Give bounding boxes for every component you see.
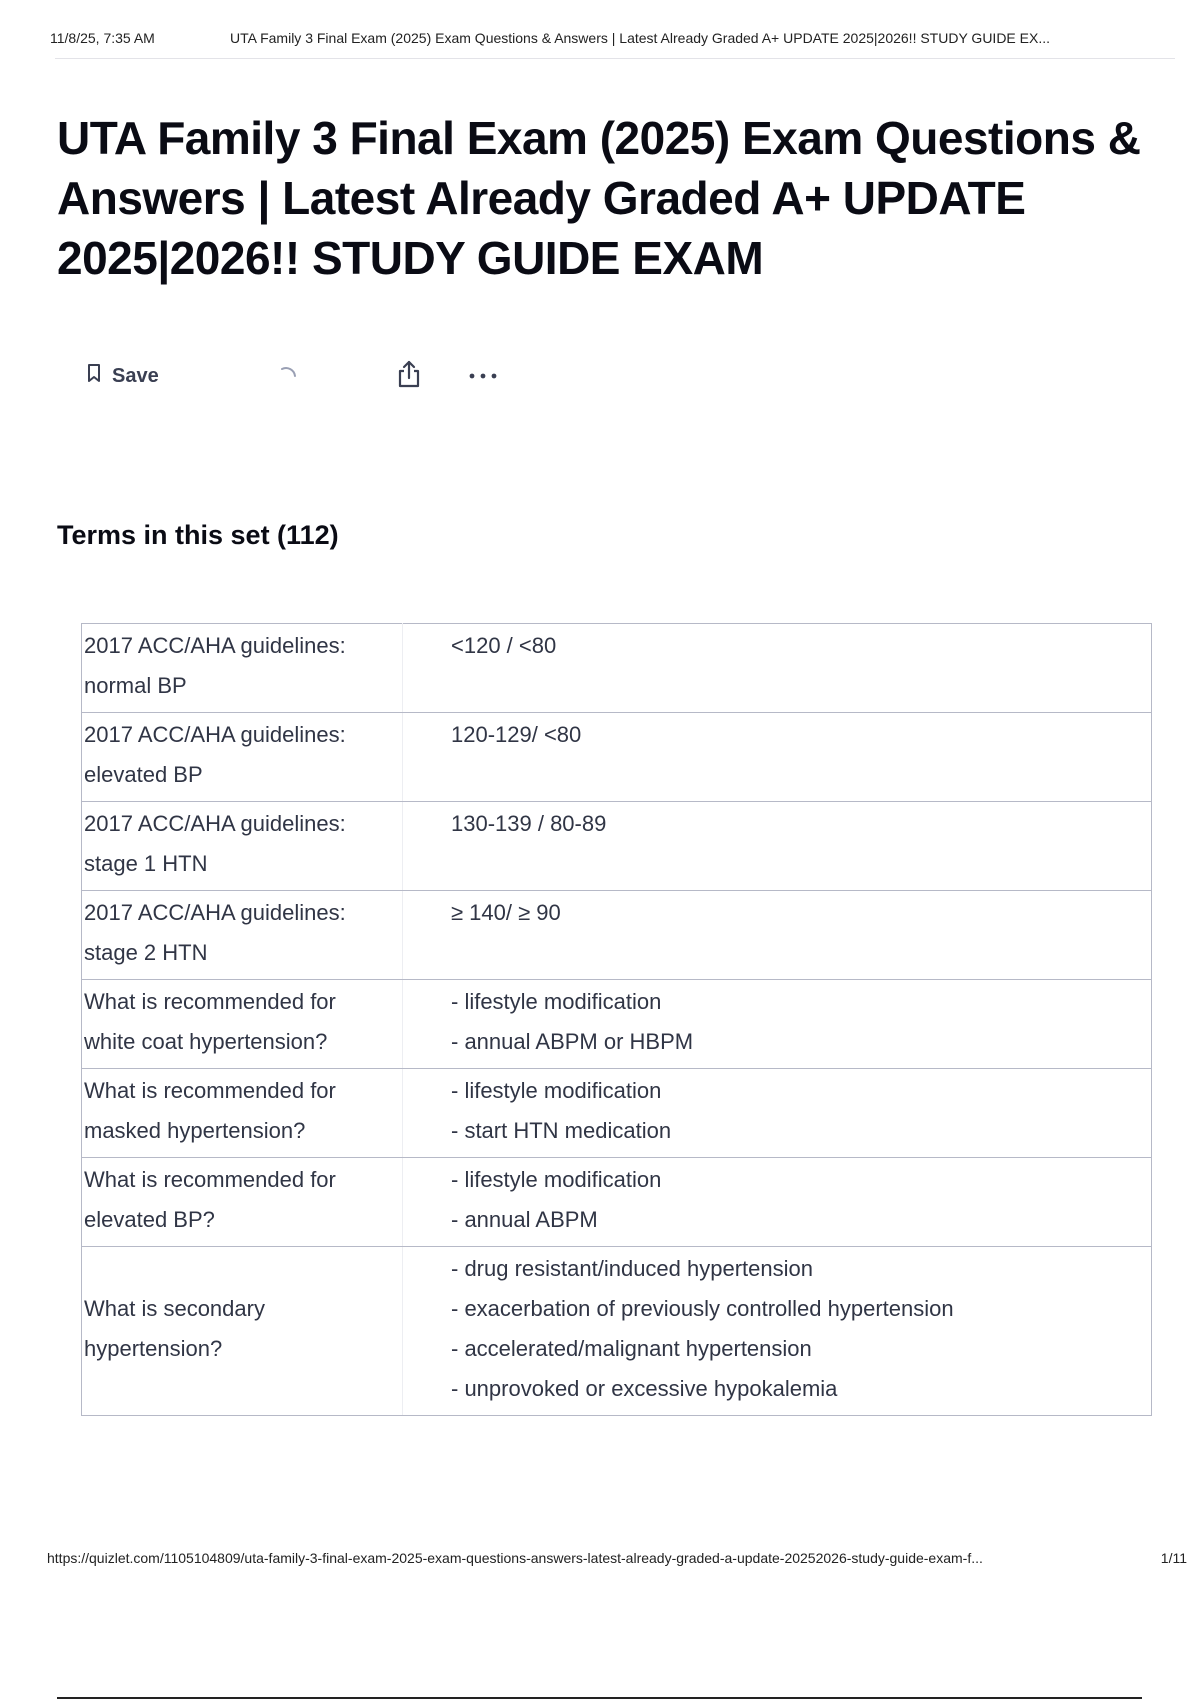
definition-cell	[403, 802, 1152, 891]
term-cell	[82, 980, 403, 1069]
term-text: 2017 ACC/AHA guidelines:	[84, 633, 346, 658]
term-cell	[82, 1247, 403, 1416]
bookmark-icon	[86, 363, 102, 389]
definition-cell	[403, 1247, 1152, 1416]
term-text: 2017 ACC/AHA guidelines:	[84, 811, 346, 836]
definition-text: 130-139 / 80-89	[451, 811, 607, 836]
definition-text: - lifestyle modification	[451, 989, 662, 1014]
definition-text: - lifestyle modification	[451, 1078, 662, 1103]
definition-text: - accelerated/malignant hypertension	[451, 1336, 812, 1361]
term-text: hypertension?	[84, 1336, 223, 1361]
term-cell	[82, 802, 403, 891]
spinner-icon	[276, 360, 300, 392]
term-row	[82, 1069, 1152, 1158]
term-text: normal BP	[84, 673, 187, 698]
share-icon	[396, 359, 422, 394]
term-text: What is recommended for	[84, 1167, 336, 1192]
term-row	[82, 713, 1152, 802]
definition-text: <120 / <80	[451, 633, 557, 658]
definition-cell	[403, 624, 1152, 713]
definition-cell	[403, 1069, 1152, 1158]
print-header	[50, 30, 1176, 46]
term-text: masked hypertension?	[84, 1118, 306, 1143]
definition-text: - drug resistant/induced hypertension	[451, 1256, 813, 1281]
term-row	[82, 891, 1152, 980]
term-cell	[82, 1069, 403, 1158]
term-row	[82, 1158, 1152, 1247]
term-text: elevated BP	[84, 762, 203, 787]
header-divider	[55, 58, 1175, 59]
save-button[interactable]	[86, 360, 159, 392]
definition-text: - exacerbation of previously controlled hypertension	[451, 1296, 954, 1321]
definition-cell	[403, 1158, 1152, 1247]
print-doc-title: UTA Family 3 Final Exam (2025) Exam Questions & Answers | Latest Already Graded A+ UPDATE 2025|2026!! STUDY GUIDE EX...	[230, 30, 1051, 46]
share-button[interactable]	[396, 360, 422, 392]
term-text: stage 1 HTN	[84, 851, 208, 876]
term-text: elevated BP?	[84, 1207, 215, 1232]
term-row	[82, 980, 1152, 1069]
page-title: UTA Family 3 Final Exam (2025) Exam Questions & Answers | Latest Already Graded A+ UPDATE 2025|2026!! STUDY GUIDE EXAM	[57, 112, 1141, 284]
term-row	[82, 1247, 1152, 1416]
term-row	[82, 624, 1152, 713]
print-url: https://quizlet.com/1105104809/uta-family-3-final-exam-2025-exam-questions-answers-latest-already-graded-a-update-20252026-study-guide-exam-f...	[47, 1550, 983, 1566]
terms-table	[81, 623, 1152, 1416]
definition-text: - start HTN medication	[451, 1118, 672, 1143]
term-text: What is secondary	[84, 1296, 265, 1321]
term-text: What is recommended for	[84, 989, 336, 1014]
print-datetime: 11/8/25, 7:35 AM	[50, 30, 155, 46]
more-options-icon	[468, 367, 498, 385]
term-row	[82, 802, 1152, 891]
term-text: white coat hypertension?	[84, 1029, 328, 1054]
definition-text: - annual ABPM or HBPM	[451, 1029, 694, 1054]
term-text: stage 2 HTN	[84, 940, 208, 965]
definition-text: ≥ 140/ ≥ 90	[451, 900, 561, 925]
term-cell	[82, 1158, 403, 1247]
page-bottom-rule	[57, 1697, 1142, 1699]
definition-cell	[403, 713, 1152, 802]
definition-cell	[403, 980, 1152, 1069]
term-text: 2017 ACC/AHA guidelines:	[84, 722, 346, 747]
term-text: What is recommended for	[84, 1078, 336, 1103]
term-cell	[82, 624, 403, 713]
definition-text: - lifestyle modification	[451, 1167, 662, 1192]
more-options-button[interactable]	[468, 360, 498, 392]
term-cell	[82, 713, 403, 802]
definition-text: 120-129/ <80	[451, 722, 582, 747]
terms-heading: Terms in this set (112)	[57, 520, 339, 550]
definition-text: - annual ABPM	[451, 1207, 598, 1232]
term-text: 2017 ACC/AHA guidelines:	[84, 900, 346, 925]
page-number: 1/11	[1160, 1550, 1187, 1566]
definition-text: - unprovoked or excessive hypokalemia	[451, 1376, 838, 1401]
print-footer	[47, 1550, 1187, 1566]
term-cell	[82, 891, 403, 980]
definition-cell	[403, 891, 1152, 980]
save-label: Save	[112, 364, 159, 387]
